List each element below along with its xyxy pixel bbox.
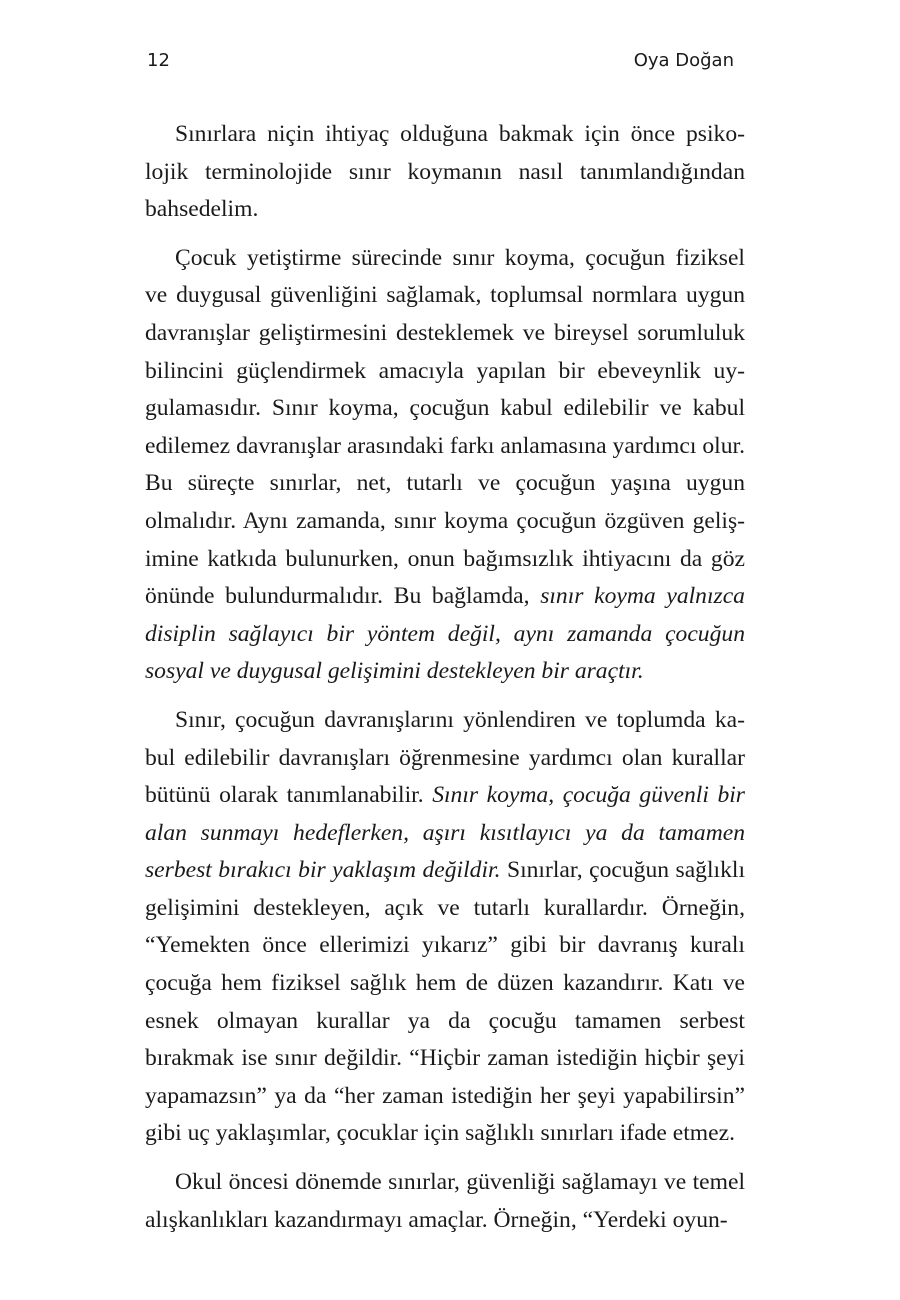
paragraph-text: Sınır, çocuğun davranışlarını yönlendiren ve toplumda kabul edilebilir davranışları öğrenmesine yardımcı olan kurallar bütünü olarak tanımlanabilir.: [145, 706, 745, 809]
emphasized-text: Sınır koyma, çocuğa güvenli bir alan sunmayı hedeflerken, aşırı kısıtlayıcı ya da tamamen serbest bırakıcı bir yaklaşım değildir.: [145, 782, 745, 884]
paragraph-text: Çocuk yetiştirme sürecinde sınır koyma, çocuğun fiziksel ve duygusal güvenliğini sağlamak, toplumsal normlara uygun davranışlar geliştirmesini desteklemek ve bireysel sorumluluk bilincini güçlendirmek amacıyla yapılan bir ebeveynlik uygulamasıdır. Sınır koyma, çocuğun kabul edilebilir ve kabul edilemez davranışlar arasındaki farkı anlamasına yardımcı olur. Bu süreçte sınırlar, net, tutarlı ve çocuğun yaşına uygun olmalıdır. Aynı zamanda, sınır koyma çocuğun özgüven gelişimine katkıda bulunurken, onun bağımsızlık ihtiyacını da göz önünde bulundurmalıdır. Bu bağlamda,: [145, 244, 745, 610]
paragraph-text: Sınırlar, çocuğun sağlıklı gelişimini destekleyen, açık ve tutarlı kurallardır. Örneğin, “Yemekten önce ellerimizi yıkarız” gibi bir davranış kuralı çocuğa hem fiziksel sağlık hem de düzen kazandırır. Katı ve esnek olmayan kurallar ya da çocuğu tamamen serbest bırakmak ise sınır değildir. “Hiçbir zaman istediğin hiçbir şeyi yapamazsın” ya da “her zaman istediğin her şeyi yapabilirsin” gibi uç yaklaşımlar, çocuklar için sağlıklı sınırları ifade etmez.: [145, 857, 745, 1147]
paragraph-2: [145, 240, 745, 691]
emphasized-text: sınır koyma yalnızca disiplin sağlayıcı bir yöntem değil, aynı zamanda çocuğun sosyal ve duygusal gelişimini destekleyen bir araçtır.: [145, 583, 745, 685]
paragraph-text: Okul öncesi dönemde sınırlar, güvenliği sağlamayı ve temel alışkanlıkları kazandırmayı amaçlar. Örneğin, “Yerdeki oyun-: [145, 1169, 745, 1233]
running-header-author: Oya Doğan: [633, 50, 734, 71]
paragraph-3: [145, 702, 745, 1153]
page-number: 12: [147, 50, 170, 71]
page-header: [0, 50, 900, 80]
paragraph-4: [145, 1164, 745, 1239]
paragraph-text: Sınırlara niçin ihtiyaç olduğuna bakmak için önce psikolojik terminolojide sınır koymanın nasıl tanımlandığından bahsedelim.: [145, 121, 745, 223]
body-text: [145, 116, 745, 1250]
paragraph-1: [145, 116, 745, 229]
